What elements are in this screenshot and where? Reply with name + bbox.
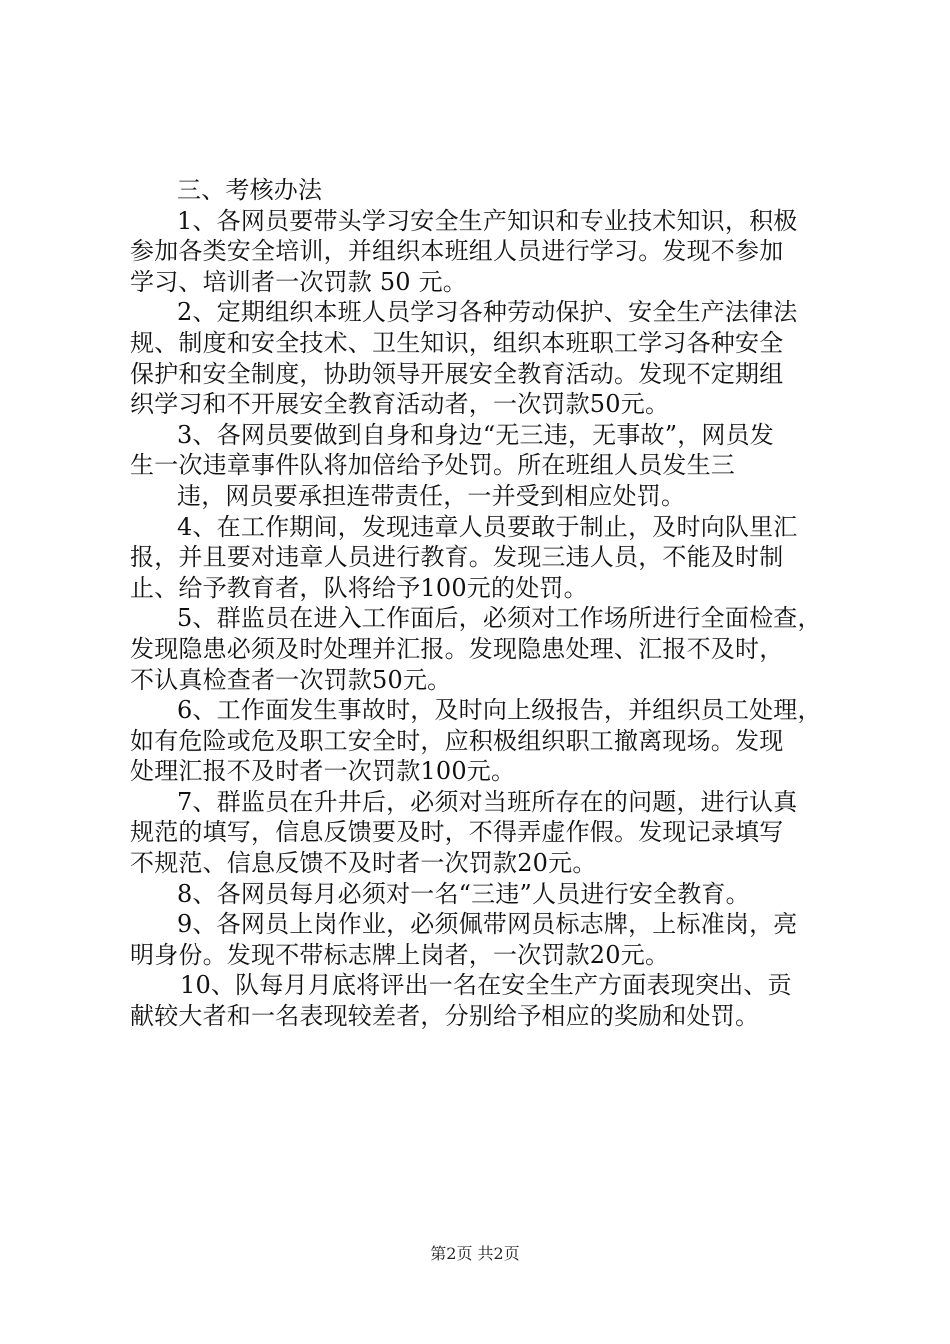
paragraph-1-line-2: 参加各类安全培训，并组织本班组人员进行学习。发现不参加 xyxy=(130,237,784,266)
document-body xyxy=(130,175,830,1032)
paragraph-6-line-2: 如有危险或危及职工安全时，应积极组织职工撤离现场。发现 xyxy=(130,726,784,755)
paragraph-7-line-1: 7、群监员在升井后，必须对当班所存在的问题，进行认真 xyxy=(177,787,798,816)
paragraph-10-line-1: 10、队每月月底将评出一名在安全生产方面表现突出、贡 xyxy=(180,971,792,1000)
paragraph-3-line-3: 违，网员要承担连带责任，一并受到相应处罚。 xyxy=(177,481,686,510)
paragraph-9-line-2: 明身份。发现不带标志牌上岗者，一次罚款20元。 xyxy=(130,940,670,969)
paragraph-2-line-3: 保护和安全制度，协助领导开展安全教育活动。发现不定期组 xyxy=(130,359,784,388)
paragraph-7-line-2: 规范的填写，信息反馈要及时，不得弄虚作假。发现记录填写 xyxy=(130,818,784,847)
paragraph-2-line-4: 织学习和不开展安全教育活动者，一次罚款50元。 xyxy=(130,390,670,419)
paragraph-2-line-1: 2、定期组织本班人员学习各种劳动保护、安全生产法律法 xyxy=(177,298,798,327)
paragraph-9-line-1: 9、各网员上岗作业，必须佩带网员标志牌，上标准岗，亮 xyxy=(177,910,798,939)
paragraph-6-line-1: 6、工作面发生事故时，及时向上级报告，并组织员工处理， xyxy=(177,696,822,725)
paragraph-4-line-2: 报，并且要对违章人员进行教育。发现三违人员，不能及时制 xyxy=(130,543,784,572)
paragraph-10-line-2: 献较大者和一名表现较差者，分别给予相应的奖励和处罚。 xyxy=(130,1002,760,1031)
paragraph-8-line-1: 8、各网员每月必须对一名“三违”人员进行安全教育。 xyxy=(177,879,750,908)
paragraph-2-line-2: 规、制度和安全技术、卫生知识，组织本班职工学习各种安全 xyxy=(130,328,784,357)
page-footer: 第2页 共2页 xyxy=(430,1244,520,1263)
paragraph-4-line-3: 止、给予教育者，队将给予100元的处罚。 xyxy=(130,573,588,602)
paragraph-6-line-3: 处理汇报不及时者一次罚款100元。 xyxy=(130,757,516,786)
section-heading: 三、考核办法 xyxy=(177,176,323,204)
paragraph-5-line-1: 5、群监员在进入工作面后，必须对工作场所进行全面检查， xyxy=(177,604,822,633)
paragraph-3-line-2: 生一次违章事件队将加倍给予处罚。所在班组人员发生三 xyxy=(130,451,735,480)
paragraph-4-line-1: 4、在工作期间，发现违章人员要敢于制止，及时向队里汇 xyxy=(177,512,798,541)
paragraph-7-line-3: 不规范、信息反馈不及时者一次罚款20元。 xyxy=(130,849,597,878)
paragraph-1-line-3: 学习、培训者一次罚款 50 元。 xyxy=(130,267,467,296)
paragraph-5-line-2: 发现隐患必须及时处理并汇报。发现隐患处理、汇报不及时， xyxy=(130,634,784,663)
paragraph-1-line-1: 1、各网员要带头学习安全生产知识和专业技术知识，积极 xyxy=(177,206,798,235)
paragraph-5-line-3: 不认真检查者一次罚款50元。 xyxy=(130,665,452,694)
paragraph-3-line-1: 3、各网员要做到自身和身边“无三违，无事故”，网员发 xyxy=(177,420,775,449)
